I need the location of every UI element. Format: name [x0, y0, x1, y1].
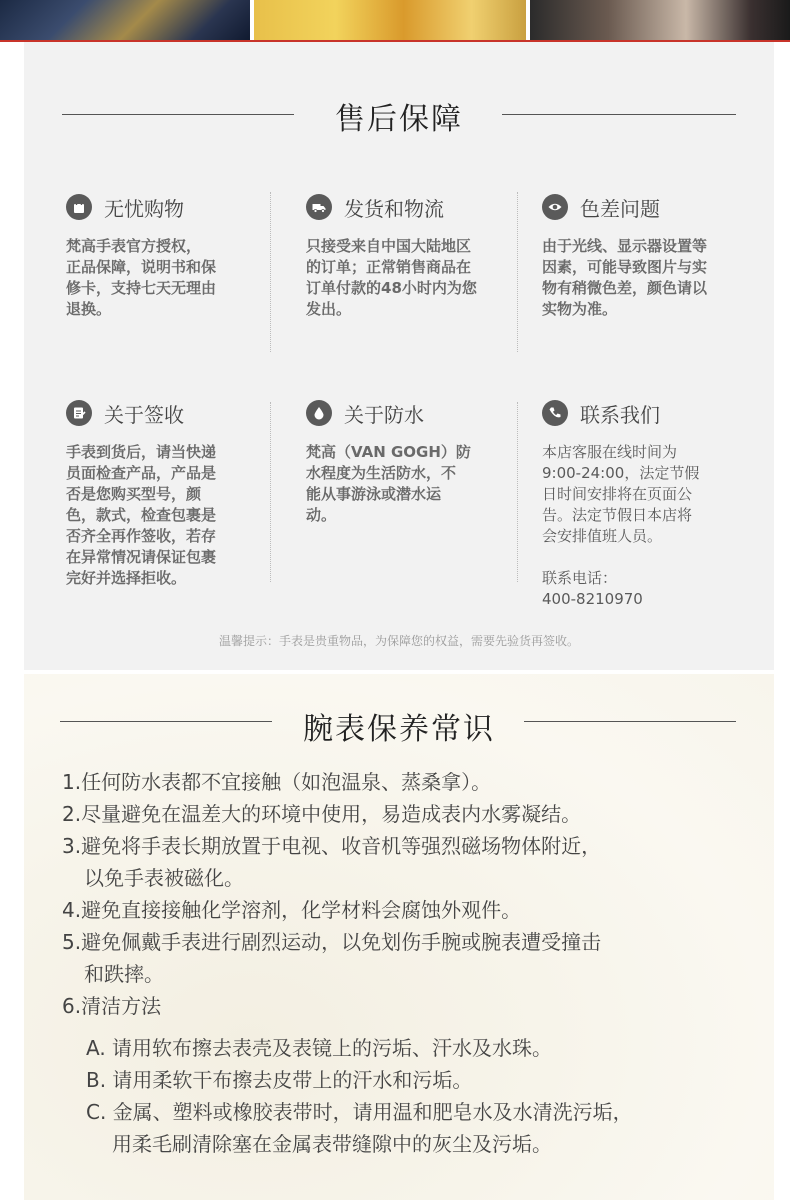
cell-line: 的订单；正常销售商品在 [306, 258, 472, 276]
column-divider [270, 192, 271, 352]
phone-icon [542, 400, 568, 426]
cell-line: 因素，可能导致图片与实 [542, 258, 708, 276]
cell-line: 日时间安排将在页面公 [542, 485, 693, 503]
list-item: 2.尽量避免在温差大的环境中使用，易造成表内水雾凝结。 [62, 802, 582, 826]
eye-icon [542, 194, 568, 220]
cell-line: 会安排值班人员。 [542, 527, 663, 545]
cell-waterproof [306, 398, 516, 526]
document-edit-icon [66, 400, 92, 426]
cell-line: 否齐全再作签收，若存 [66, 527, 217, 545]
cell-line: 由于光线、显示器设置等 [542, 237, 708, 255]
title-rule-right [524, 721, 736, 722]
cell-line: 梵高手表官方授权， [66, 237, 202, 255]
product-photo-3 [530, 0, 790, 40]
cell-line: 色，款式，检查包裹是 [66, 506, 217, 524]
top-image-strip [0, 0, 790, 40]
sub-list-item: B. 请用柔软干布擦去皮带上的汗水和污垢。 [86, 1068, 473, 1092]
cell-worry-free-shopping [66, 192, 266, 320]
cell-line: 物有稍微色差，颜色请以 [542, 279, 708, 297]
cell-line: 能从事游泳或潜水运 [306, 485, 442, 503]
cell-line: 退换。 [66, 300, 112, 318]
cell-line: 手表到货后，请当快递 [66, 443, 217, 461]
contact-phone[interactable]: 400-8210970 [542, 590, 643, 608]
cell-shipping-logistics [306, 192, 516, 320]
cell-color-difference [542, 192, 757, 320]
cell-signing-receipt [66, 398, 266, 589]
after-sales-panel [24, 42, 774, 670]
cleaning-methods-list [62, 1032, 742, 1160]
cell-heading: 发货和物流 [344, 196, 444, 221]
column-divider [270, 402, 271, 582]
contact-label: 联系电话： [542, 569, 618, 587]
cell-line: 告。法定节假日本店将 [542, 506, 693, 524]
cell-line: 只接受来自中国大陆地区 [306, 237, 472, 255]
cell-line: 9:00-24:00，法定节假 [542, 464, 700, 482]
cell-line: 订单付款的48小时内为您 [306, 279, 477, 297]
cell-heading: 关于签收 [104, 402, 184, 427]
list-item-continuation: 和跌摔。 [84, 962, 164, 986]
sub-list-item: C. 金属、塑料或橡胶表带时，请用温和肥皂水及水清洗污垢， [86, 1100, 633, 1124]
cell-heading: 无忧购物 [104, 196, 184, 221]
cell-line: 梵高（VAN GOGH）防 [306, 443, 471, 461]
cell-line: 实物为准。 [542, 300, 618, 318]
list-item-continuation: 以免手表被磁化。 [84, 866, 244, 890]
water-drop-icon [306, 400, 332, 426]
product-photo-2 [254, 0, 526, 40]
cell-line: 修卡，支持七天无理由 [66, 279, 217, 297]
column-divider [517, 192, 518, 352]
cell-line: 水程度为生活防水，不 [306, 464, 457, 482]
title-rule-right [502, 114, 736, 115]
cell-contact-us [542, 398, 757, 610]
list-item: 1.任何防水表都不宜接触（如泡温泉、蒸桑拿）。 [62, 770, 492, 794]
cell-line: 在异常情况请保证包裹 [66, 548, 217, 566]
cell-line: 本店客服在线时间为 [542, 443, 678, 461]
list-item: 6.清洁方法 [62, 994, 162, 1018]
shopping-bag-icon [66, 194, 92, 220]
spacer [542, 547, 757, 568]
watch-care-title: 腕表保养常识 [303, 712, 495, 747]
cell-heading: 关于防水 [344, 402, 424, 427]
cell-heading: 联系我们 [580, 402, 660, 427]
product-photo-1 [0, 0, 250, 40]
care-tips-list [62, 766, 742, 1160]
list-item: 3.避免将手表长期放置于电视、收音机等强烈磁场物体附近， [62, 834, 602, 858]
watch-care-section [24, 674, 774, 1200]
cell-line: 动。 [306, 506, 337, 524]
cell-line: 完好并选择拒收。 [66, 569, 187, 587]
warm-tip: 温馨提示：手表是贵重物品，为保障您的权益，需要先验货再签收。 [218, 634, 579, 648]
list-item: 5.避免佩戴手表进行剧烈运动，以免划伤手腕或腕表遭受撞击 [62, 930, 602, 954]
cell-line: 发出。 [306, 300, 352, 318]
sub-list-item-continuation: 用柔毛刷清除塞在金属表带缝隙中的灰尘及污垢。 [112, 1132, 552, 1156]
column-divider [517, 402, 518, 582]
cell-line: 员面检查产品，产品是 [66, 464, 217, 482]
sub-list-item: A. 请用软布擦去表壳及表镜上的污垢、汗水及水珠。 [86, 1036, 553, 1060]
after-sales-title: 售后保障 [335, 102, 463, 137]
list-item: 4.避免直接接触化学溶剂，化学材料会腐蚀外观件。 [62, 898, 522, 922]
cell-line: 正品保障，说明书和保 [66, 258, 217, 276]
cell-heading: 色差问题 [580, 196, 660, 221]
delivery-truck-icon [306, 194, 332, 220]
cell-line: 否是您购买型号，颜 [66, 485, 202, 503]
